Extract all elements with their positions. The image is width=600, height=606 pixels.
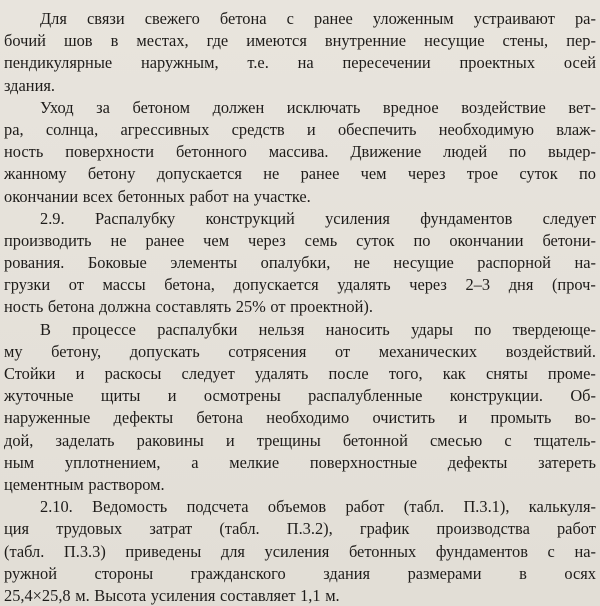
word: здания (323, 563, 371, 583)
word: (проч- (551, 275, 596, 295)
word: не (353, 253, 370, 273)
word: т.е. (247, 53, 269, 73)
word: 1,1 (300, 585, 321, 605)
word: ра, (4, 119, 24, 139)
paragraph-1-line-1 (4, 8, 596, 30)
word: объемов (267, 497, 327, 517)
word: (табл. (219, 519, 260, 539)
word: очистить (372, 408, 436, 428)
paragraph-4-line-3 (4, 363, 596, 385)
word: обеспечить (337, 119, 417, 139)
word: на (297, 53, 314, 73)
word: на- (574, 253, 596, 273)
word: влаж- (556, 119, 596, 139)
word: всех (82, 186, 114, 206)
word: 2.10. (40, 497, 73, 517)
word: распалубки (157, 319, 238, 339)
word: трудовых (56, 519, 123, 539)
word: несущие (424, 31, 485, 51)
word: дефекты (447, 452, 508, 472)
word: конструкции. (449, 386, 544, 406)
word: не (110, 230, 127, 250)
word: П.3.2), (286, 519, 333, 539)
word: (табл. (403, 497, 445, 517)
word: следует (542, 208, 596, 228)
word: опалубки, (260, 253, 331, 273)
word: средств (231, 119, 285, 139)
word: (табл. (4, 541, 45, 561)
word: бетоном (132, 97, 191, 117)
word: наносить (325, 319, 390, 339)
word: работ (556, 519, 596, 539)
word: промыть (490, 408, 552, 428)
word: стены, (502, 31, 549, 51)
word: твердеюще- (512, 319, 596, 339)
word: проектных (459, 53, 536, 73)
word: Уход (40, 97, 74, 117)
paragraph-2-line-1 (4, 97, 596, 119)
paragraph-5-line-4 (4, 563, 596, 585)
word: от (270, 297, 286, 317)
word: проме- (547, 364, 596, 383)
word: бетону (87, 164, 136, 184)
word: работ (189, 186, 229, 206)
word: бетонных (117, 186, 185, 206)
word: В (40, 319, 51, 339)
word: цементным (4, 474, 84, 494)
word: 25% (235, 297, 266, 317)
word: усиления (150, 585, 216, 605)
word: через (248, 230, 286, 250)
word: должна (99, 297, 151, 317)
word: суток (356, 230, 395, 250)
word: внутренние (324, 31, 407, 51)
word: за (96, 97, 110, 117)
word: агрессивных (120, 119, 210, 139)
paragraph-5-line-3 (4, 541, 596, 563)
word: массы (102, 275, 146, 295)
paragraph-3-line-3 (4, 252, 596, 274)
word: и (225, 430, 235, 450)
word: 25,4×25,8 (4, 585, 71, 605)
word: элементы (170, 253, 238, 273)
word: жанному (4, 164, 67, 184)
word: устраивают (473, 9, 555, 28)
word: смесью (429, 430, 483, 450)
word: бетона, (164, 275, 215, 295)
word: выдер- (547, 142, 596, 162)
paragraph-3-line-2 (4, 230, 596, 252)
word: сняты (485, 364, 528, 383)
word: Стойки (4, 364, 56, 383)
word: дой, (4, 430, 34, 450)
word: размерами (407, 563, 482, 583)
word: наружным, (140, 53, 219, 73)
word: местах, (136, 31, 189, 51)
paragraph-2-line-5 (4, 186, 596, 208)
word: вет- (568, 97, 596, 117)
word: массива. (268, 142, 329, 162)
word: по (579, 164, 596, 184)
word: по (474, 319, 492, 339)
word: людей (443, 142, 488, 162)
word: процессе (72, 319, 136, 339)
word: П.3.1), (463, 497, 510, 517)
word: на (233, 186, 250, 206)
word: пендикулярные (4, 53, 113, 73)
word: механических (378, 341, 478, 361)
word: шов (63, 31, 93, 51)
paragraph-4-line-7 (4, 452, 596, 474)
word: с (547, 541, 555, 561)
word: дефекты (113, 408, 174, 428)
word: бетонной (342, 430, 408, 450)
word: фундаментов (420, 208, 513, 228)
paragraph-3-line-5 (4, 296, 596, 318)
word: грузки (4, 275, 51, 295)
word: и (306, 119, 316, 139)
word: ранее (314, 9, 353, 28)
word: раскосы (104, 364, 162, 383)
word: дня (508, 275, 534, 295)
word: ность (4, 297, 44, 317)
word: удары (411, 319, 454, 339)
word: необходимую (438, 119, 534, 139)
paragraph-3-line-1 (4, 208, 596, 230)
word: через (407, 164, 446, 184)
word: допускается (233, 275, 319, 295)
word: Боковые (87, 253, 147, 273)
word: в (110, 31, 119, 51)
word: удалять (255, 364, 309, 383)
word: производить (4, 230, 92, 250)
word: 2–3 (465, 275, 491, 295)
paragraph-1-line-2 (4, 30, 596, 52)
word: подсчета (186, 497, 249, 517)
word: работ (345, 497, 385, 517)
paragraph-3-line-4 (4, 274, 596, 296)
word: и (458, 408, 468, 428)
word: как (442, 364, 466, 383)
word: м. (325, 585, 340, 605)
word: бетону, (51, 341, 102, 361)
word: Об- (570, 386, 596, 406)
paragraph-2-line-3 (4, 141, 596, 163)
word: свежего (144, 9, 200, 28)
word: Движение (350, 142, 422, 162)
word: здания. (4, 75, 55, 95)
word: бетонного (175, 142, 247, 162)
word: окончании (449, 230, 524, 250)
word: исключать (286, 97, 361, 117)
word: раствором. (88, 474, 165, 494)
word: участке. (253, 186, 311, 206)
word: и (75, 364, 85, 383)
word: чем (203, 230, 230, 250)
paragraph-4-line-5 (4, 407, 596, 429)
paragraph-4-line-1 (4, 319, 596, 341)
word: 2.9. (40, 208, 65, 228)
word: с (504, 430, 512, 450)
word: ность (4, 142, 44, 162)
word: усиления (325, 208, 390, 228)
word: сотрясения (228, 341, 307, 361)
word: бетона (196, 408, 244, 428)
word: заделать (55, 430, 115, 450)
paragraph-5-line-1 (4, 496, 596, 518)
word: в (519, 563, 527, 583)
word: конструкций (205, 208, 295, 228)
word: усиления (264, 541, 330, 561)
word: на- (574, 541, 596, 561)
word: гражданского (190, 563, 286, 583)
word: осей (563, 53, 596, 73)
word: стороны (94, 563, 154, 583)
word: м. (75, 585, 90, 605)
word: калькуля- (528, 497, 596, 517)
word: рования. (4, 253, 65, 273)
word: бетонных (348, 541, 417, 561)
word: производства (436, 519, 530, 539)
word: приведены (125, 541, 202, 561)
word: от (68, 275, 84, 295)
word: ранее (145, 230, 185, 250)
word: и (167, 386, 177, 406)
word: ция (4, 519, 30, 539)
paragraph-4-line-2 (4, 341, 596, 363)
word: му (4, 341, 23, 361)
word: после (328, 364, 369, 383)
word: Высота (94, 585, 147, 605)
word: трое (466, 164, 499, 184)
word: Ведомость (92, 497, 168, 517)
word: связи (87, 9, 125, 28)
word: пер- (566, 31, 596, 51)
word: солнца, (45, 119, 99, 139)
paragraph-4-line-4 (4, 385, 596, 407)
word: Для (40, 9, 67, 28)
word: осмотрены (203, 386, 281, 406)
word: ным (4, 452, 35, 472)
word: следует (181, 364, 235, 383)
word: воздействие (461, 97, 546, 117)
word: раковины (136, 430, 204, 450)
word: трещины (256, 430, 321, 450)
word: затереть (538, 452, 596, 472)
word: бетони- (542, 230, 596, 250)
word: с (286, 9, 294, 28)
word: от (335, 341, 351, 361)
word: а (191, 452, 199, 472)
word: затрат (149, 519, 193, 539)
word: суток (519, 164, 558, 184)
paragraph-4-line-8 (4, 474, 596, 496)
paragraph-4-line-6 (4, 430, 596, 452)
paragraph-5-line-5 (4, 585, 596, 606)
word: необходимо (266, 408, 350, 428)
word: бетона (47, 297, 95, 317)
word: мелкие (229, 452, 280, 472)
word: окончании (4, 186, 79, 206)
word: где (206, 31, 229, 51)
paragraph-5-line-2 (4, 518, 596, 540)
word: поверхности (65, 142, 155, 162)
word: составляет (220, 585, 296, 605)
word: семь (304, 230, 338, 250)
word: распорной (477, 253, 551, 273)
word: ружной (4, 563, 58, 583)
word: вредное (382, 97, 439, 117)
word: имеются (246, 31, 307, 51)
word: бочий (4, 31, 46, 51)
word: чем (360, 164, 387, 184)
word: через (409, 275, 447, 295)
word: проектной). (290, 297, 373, 317)
paragraph-2-line-4 (4, 163, 596, 185)
word: бетона (219, 9, 267, 28)
word: удалять (337, 275, 391, 295)
paragraph-1-line-3 (4, 52, 596, 74)
word: график (359, 519, 410, 539)
paragraph-1-line-4 (4, 75, 596, 97)
word: не (263, 164, 280, 184)
word: жуточные (4, 386, 74, 406)
word: составлять (155, 297, 232, 317)
word: по (413, 230, 431, 250)
word: наруженные (4, 408, 91, 428)
word: распалубленные (308, 386, 423, 406)
word: щиты (100, 386, 141, 406)
word: по (509, 142, 527, 162)
paragraph-2-line-2 (4, 119, 596, 141)
word: несущие (393, 253, 454, 273)
word: уплотнением, (64, 452, 161, 472)
word: нельзя (258, 319, 305, 339)
word: того, (388, 364, 423, 383)
word: допускать (129, 341, 200, 361)
word: тщатель- (533, 430, 596, 450)
word: ранее (300, 164, 340, 184)
word: осях (564, 563, 596, 583)
word: пересечении (342, 53, 431, 73)
word: поверхностные (309, 452, 417, 472)
word: во- (574, 408, 596, 428)
word: воздействий. (505, 341, 596, 361)
word: Распалубку (94, 208, 176, 228)
word: фундаментов (435, 541, 528, 561)
word: для (220, 541, 245, 561)
word: уложенным (372, 9, 454, 28)
word: ра- (574, 9, 596, 28)
word: П.3.3) (63, 541, 106, 561)
word: должен (212, 97, 265, 117)
word: допускается (156, 164, 242, 184)
